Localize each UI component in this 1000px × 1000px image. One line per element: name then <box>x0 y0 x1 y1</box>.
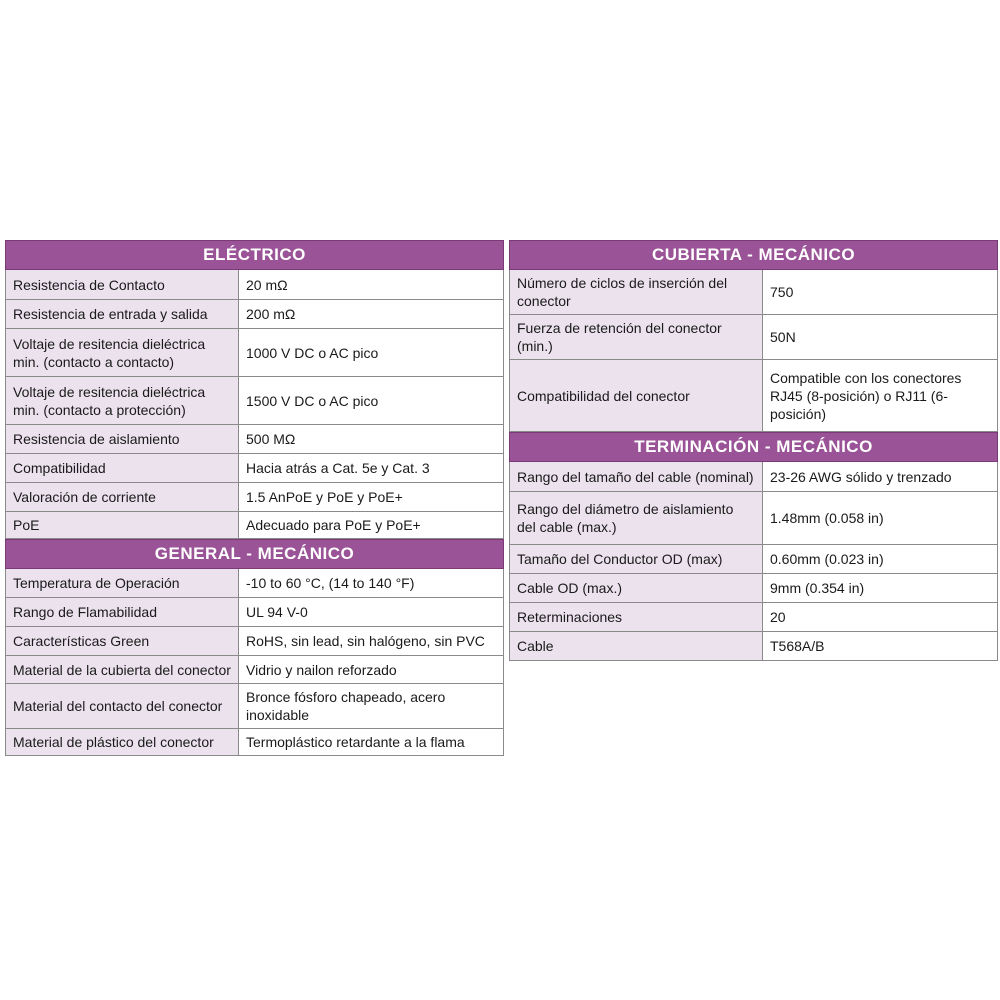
row-label: Fuerza de retención del conector (min.) <box>510 315 763 360</box>
row-value: Bronce fósforo chapeado, acero inoxidable <box>239 684 504 729</box>
row-label: Resistencia de Contacto <box>6 270 239 300</box>
row-value: Compatible con los conectores RJ45 (8-posición) o RJ11 (6-posición) <box>763 360 998 432</box>
row-label: Rango de Flamabilidad <box>6 598 239 627</box>
table-row <box>6 329 504 377</box>
row-value: 23-26 AWG sólido y trenzado <box>763 462 998 492</box>
table-row <box>510 315 998 360</box>
table-row <box>6 569 504 598</box>
row-value: 20 <box>763 603 998 632</box>
row-label: Material de plástico del conector <box>6 729 239 756</box>
table-row <box>6 512 504 539</box>
table-row <box>510 603 998 632</box>
row-label: Compatibilidad <box>6 454 239 483</box>
row-value: Adecuado para PoE y PoE+ <box>239 512 504 539</box>
table-row <box>6 270 504 300</box>
row-value: 750 <box>763 270 998 315</box>
cubierta-header: CUBIERTA - MECÁNICO <box>510 241 998 270</box>
right-spec-block <box>509 240 997 661</box>
row-value: 20 mΩ <box>239 270 504 300</box>
table-row <box>6 483 504 512</box>
general-header: GENERAL - MECÁNICO <box>6 540 504 569</box>
row-value: 1.48mm (0.058 in) <box>763 492 998 545</box>
row-label: Resistencia de entrada y salida <box>6 300 239 329</box>
row-label: Tamaño del Conductor OD (max) <box>510 545 763 574</box>
table-row <box>6 729 504 756</box>
electrico-table <box>5 240 504 539</box>
table-row <box>6 425 504 454</box>
row-value: 1.5 AnPoE y PoE y PoE+ <box>239 483 504 512</box>
row-label: Número de ciclos de inserción del conector <box>510 270 763 315</box>
table-row <box>6 627 504 656</box>
row-label: Material del contacto del conector <box>6 684 239 729</box>
row-label: Voltaje de resitencia dieléctrica min. (contacto a contacto) <box>6 329 239 377</box>
row-label: Cable <box>510 632 763 661</box>
row-value: 500 MΩ <box>239 425 504 454</box>
table-row <box>510 632 998 661</box>
general-table <box>5 539 504 756</box>
terminacion-table <box>509 432 998 661</box>
row-value: 9mm (0.354 in) <box>763 574 998 603</box>
row-value: Hacia atrás a Cat. 5e y Cat. 3 <box>239 454 504 483</box>
table-row <box>6 598 504 627</box>
table-row <box>510 574 998 603</box>
table-row <box>510 360 998 432</box>
row-value: -10 to 60 °C, (14 to 140 °F) <box>239 569 504 598</box>
row-label: Resistencia de aislamiento <box>6 425 239 454</box>
row-label: Valoración de corriente <box>6 483 239 512</box>
table-row <box>6 377 504 425</box>
row-value: 0.60mm (0.023 in) <box>763 545 998 574</box>
row-value: UL 94 V-0 <box>239 598 504 627</box>
row-label: Rango del tamaño del cable (nominal) <box>510 462 763 492</box>
row-label: Temperatura de Operación <box>6 569 239 598</box>
terminacion-header: TERMINACIÓN - MECÁNICO <box>510 433 998 462</box>
row-value: 50N <box>763 315 998 360</box>
table-row <box>6 300 504 329</box>
row-value: 200 mΩ <box>239 300 504 329</box>
row-label: Rango del diámetro de aislamiento del cable (max.) <box>510 492 763 545</box>
row-label: Material de la cubierta del conector <box>6 656 239 684</box>
row-value: RoHS, sin lead, sin halógeno, sin PVC <box>239 627 504 656</box>
table-row <box>510 462 998 492</box>
row-value: 1000 V DC o AC pico <box>239 329 504 377</box>
row-label: PoE <box>6 512 239 539</box>
row-label: Características Green <box>6 627 239 656</box>
left-spec-block <box>5 240 503 756</box>
row-value: 1500 V DC o AC pico <box>239 377 504 425</box>
row-value: T568A/B <box>763 632 998 661</box>
row-value: Termoplástico retardante a la flama <box>239 729 504 756</box>
table-row <box>6 656 504 684</box>
table-row <box>510 492 998 545</box>
electrico-header: ELÉCTRICO <box>6 241 504 270</box>
table-row <box>510 545 998 574</box>
row-label: Cable OD (max.) <box>510 574 763 603</box>
row-label: Voltaje de resitencia dieléctrica min. (contacto a protección) <box>6 377 239 425</box>
row-value: Vidrio y nailon reforzado <box>239 656 504 684</box>
table-row <box>510 270 998 315</box>
table-row <box>6 454 504 483</box>
row-label: Reterminaciones <box>510 603 763 632</box>
cubierta-table <box>509 240 998 432</box>
row-label: Compatibilidad del conector <box>510 360 763 432</box>
table-row <box>6 684 504 729</box>
